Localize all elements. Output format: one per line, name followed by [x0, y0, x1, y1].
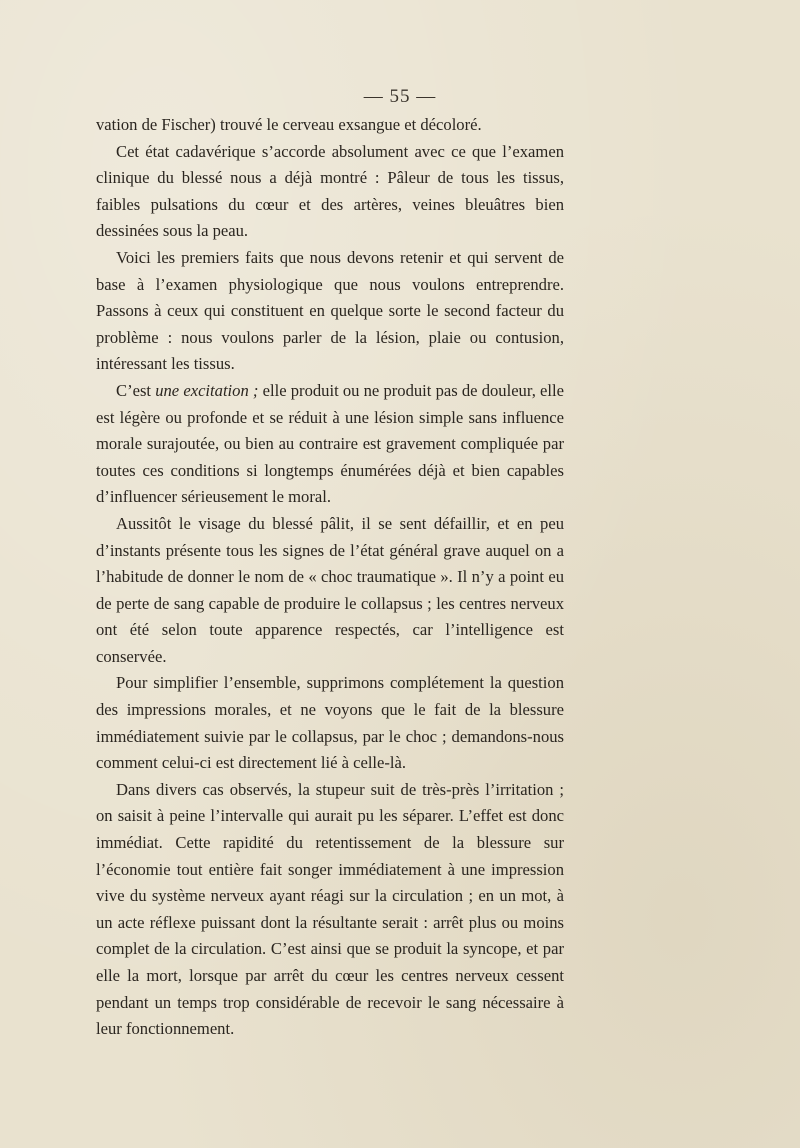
paragraph-3: Voici les premiers faits que nous devons retenir et qui servent de base à l’examen physiologique que nous voulons entreprendre. Passons à ceux qui constituent en quelque sorte le second facteur du problème : nous voulons parler de la lésion, plaie ou contusion, intéressant les tissus. [96, 247, 564, 374]
paragraph-5: Aussitôt le visage du blessé pâlit, il se sent défaillir, et en peu d’instants présente tous les signes de l’état général grave auquel on a l’habitude de donner le nom de « choc traumatique ». Il n’y a point eu de perte de sang capable de produire le collapsus ; les centres nerveux ont été selon toute apparence respectés, car l’intelligence est conservée. [96, 513, 564, 666]
paragraph-4-before: C’est [116, 380, 156, 400]
paragraph-4-after: elle produit ou ne produit pas de douleur, elle est légère ou profonde et se réduit à une lésion simple sans influence morale surajoutée, ou bien au contraire est gravement compliquée par toutes ces conditions si longtemps énumérées déjà et bien capables d’influencer sérieusement le moral. [96, 380, 564, 507]
paragraph-1: vation de Fischer) trouvé le cerveau exsangue et décoloré. [96, 115, 482, 134]
paragraph-7: Dans divers cas observés, la stupeur suit de très-près l’irritation ; on saisit à peine l’intervalle qui aurait pu les séparer. L’effet est donc immédiat. Cette rapidité du retentissement de la blessure sur l’économie tout entière fait songer immédiatement à une impression vive du système nerveux ayant réagi sur la circulation ; en un mot, à un acte réflexe puissant dont la résultante serait : arrêt plus ou moins complet de la circulation. C’est ainsi que se produit la syncope, et par elle la mort, lorsque par arrêt du cœur les centres nerveux cessent pendant un temps trop considérable de recevoir le sang nécessaire à leur fonctionnement. [96, 779, 564, 1039]
paragraph-4 [96, 378, 564, 511]
page-number: — 55 — [363, 86, 437, 107]
paragraph-4-italic: une excitation ; [155, 380, 259, 400]
paragraph-2: Cet état cadavérique s’accorde absolument avec ce que l’examen clinique du blessé nous a déjà montré : Pâleur de tous les tissus, faibles pulsations du cœur et des artères, veines bleuâtres bien dessinées sous la peau. [96, 141, 564, 241]
body-text [96, 112, 564, 1043]
paragraph-6: Pour simplifier l’ensemble, supprimons complétement la question des impressions morales, et ne voyons que le fait de la blessure immédiatement suivie par le collapsus, par le choc ; demandons-nous comment celui-ci est directement lié à celle-là. [96, 673, 564, 773]
